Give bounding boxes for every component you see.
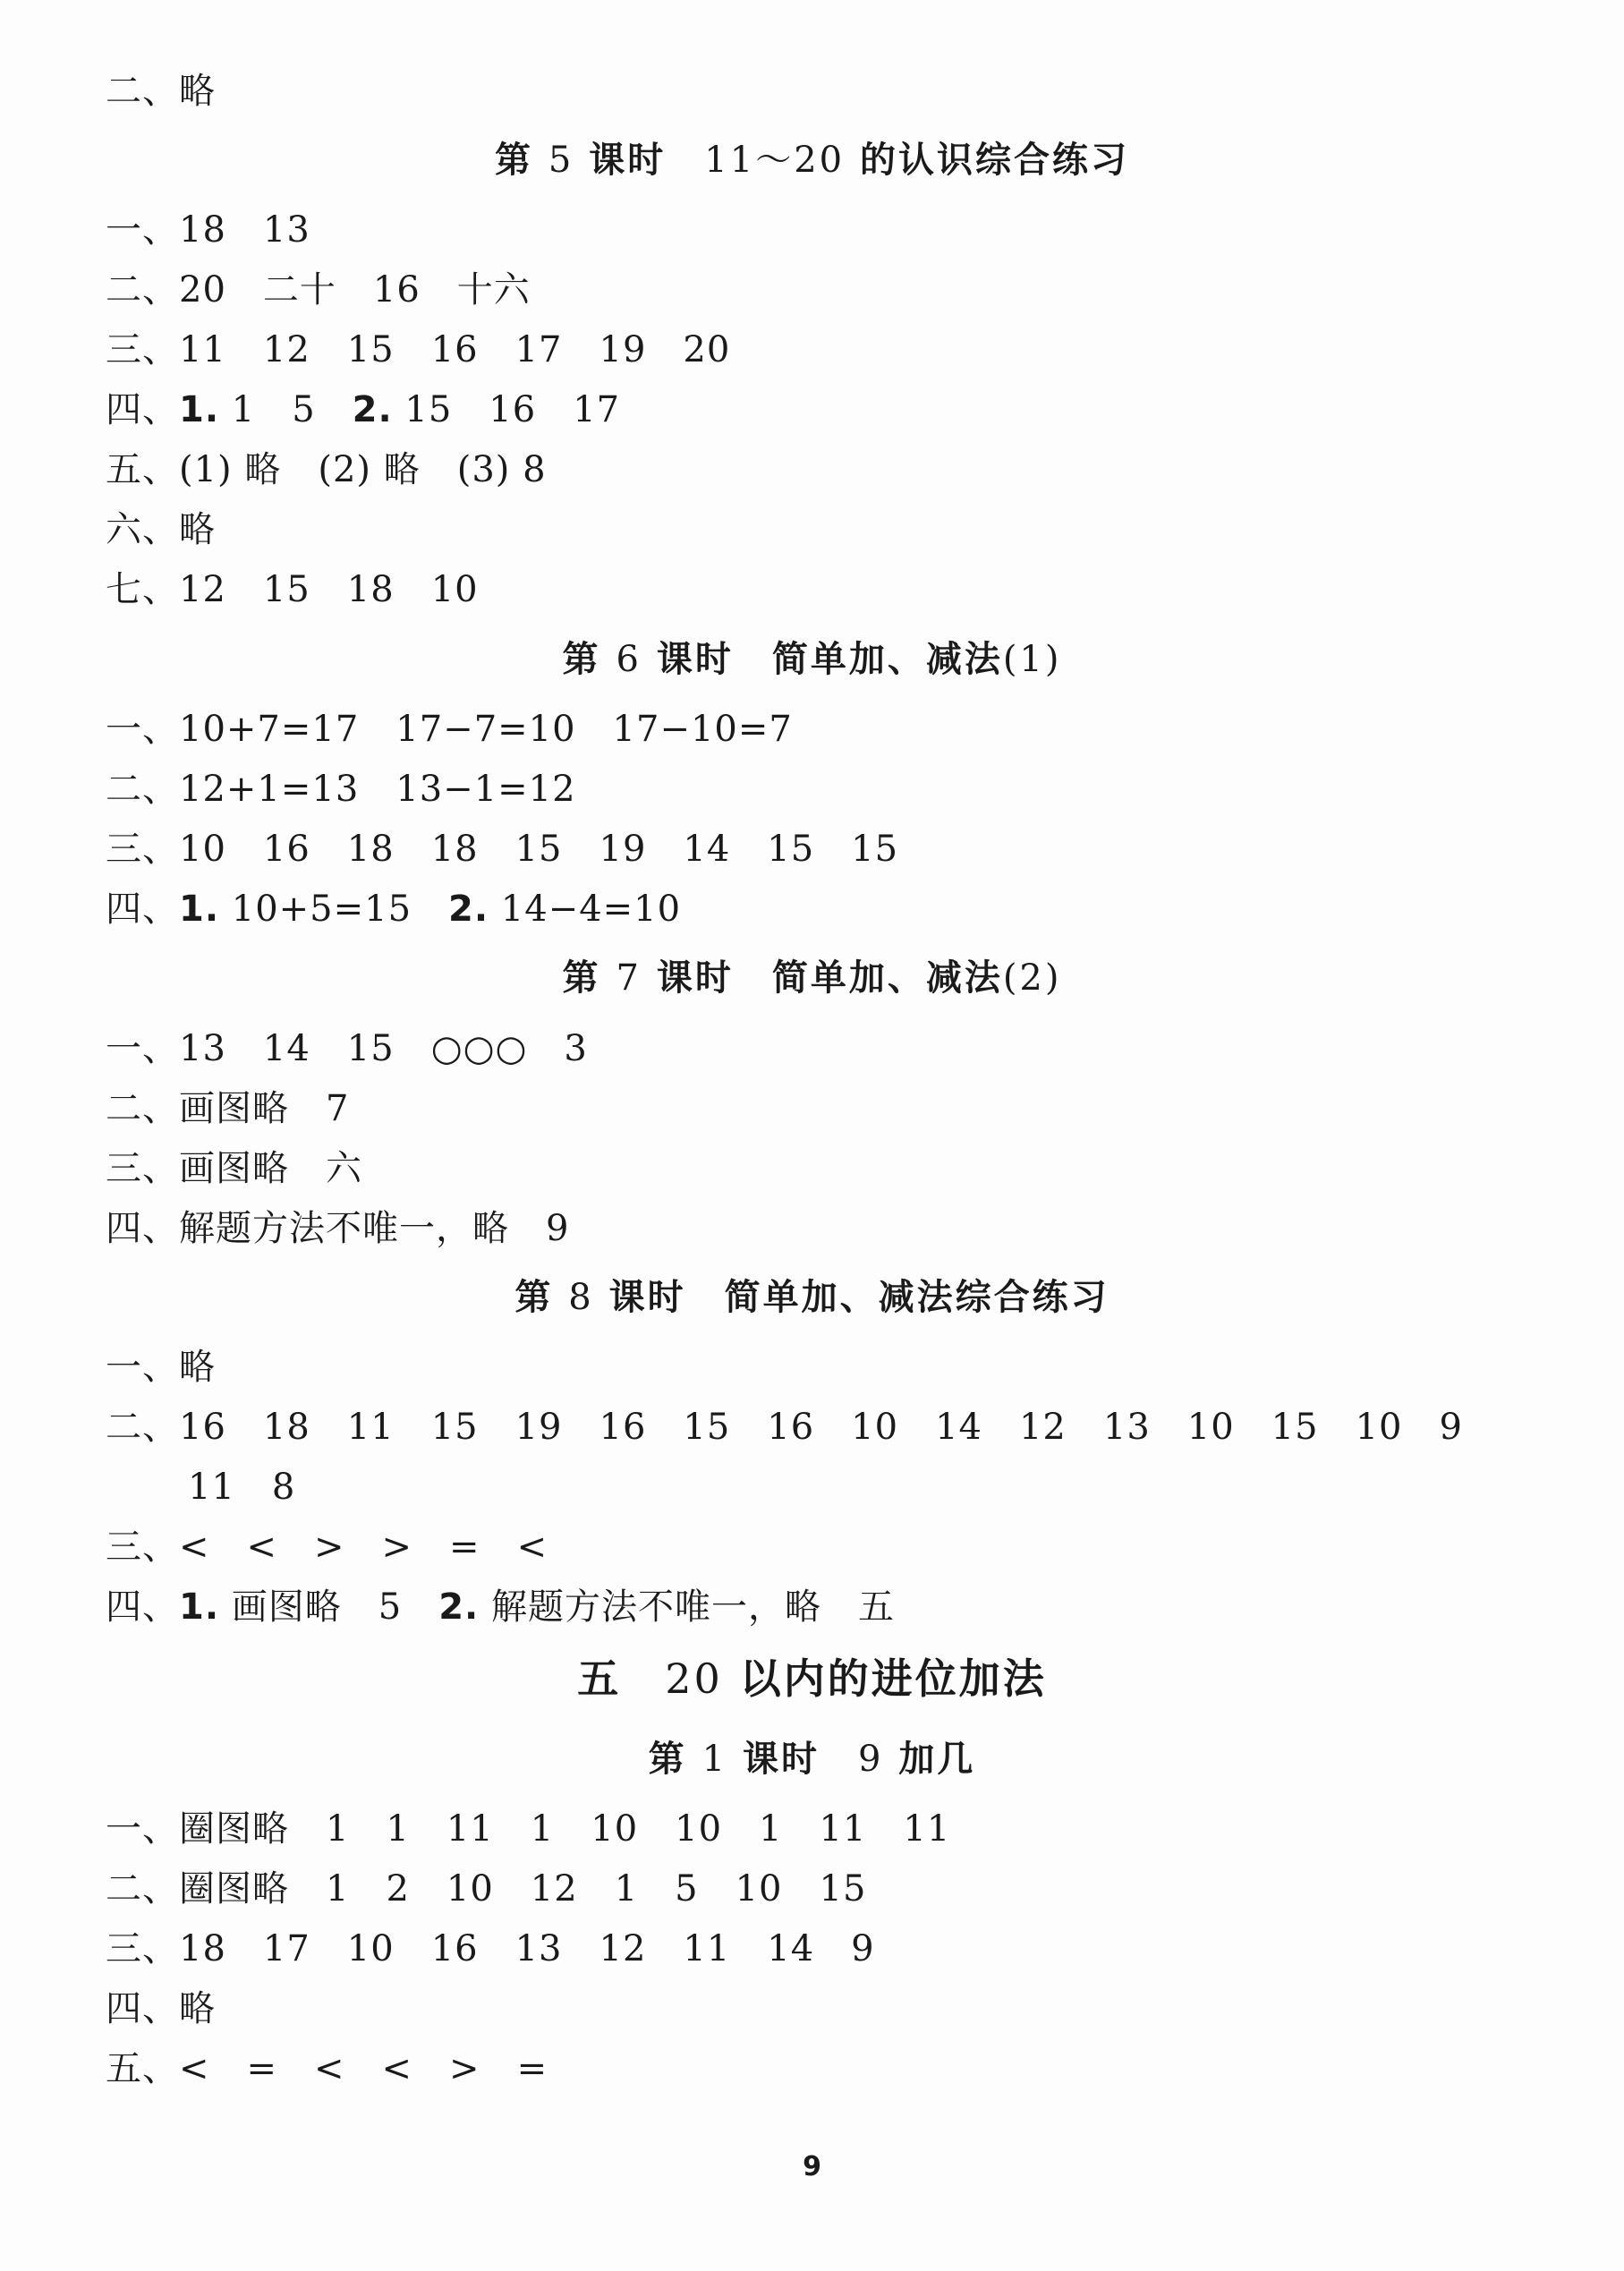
answer-line: 五、(1) 略 (2) 略 (3) 8 (106, 449, 547, 490)
answer-line: 一、10+7=17 17−7=10 17−10=7 (106, 709, 793, 750)
answer-line: 三、18 17 10 16 13 12 11 14 9 (106, 1928, 875, 1969)
answer-text: 15 16 17 (392, 389, 621, 430)
answer-text: 10+5=15 (219, 889, 449, 930)
unit-title-text: 以内的进位加法 (722, 1654, 1047, 1703)
heading-part: (1) (1002, 639, 1062, 680)
answer-line: 一、圈图略 1 1 11 1 10 10 1 11 11 (106, 1808, 951, 1850)
sub-number: 1. (179, 389, 220, 430)
lesson-5-heading (0, 138, 1624, 183)
lesson-8-heading (0, 1275, 1624, 1320)
answer-line: 一、13 14 15 ○○○ 3 (106, 1028, 588, 1069)
heading-text: 加几 (883, 1739, 976, 1780)
heading-number: 1 (701, 1739, 728, 1780)
page-number: 9 (803, 2151, 821, 2182)
heading-number: 8 (568, 1277, 594, 1318)
answer-line: 一、略 (106, 1347, 216, 1388)
item-label: 四、 (106, 889, 179, 930)
heading-text: 第 (514, 1277, 569, 1318)
lesson-7-heading (0, 956, 1624, 1000)
sub-number: 1. (179, 889, 220, 930)
heading-text: 的认识综合练习 (845, 140, 1130, 181)
heading-text: 课时 简单加、减法 (641, 639, 1003, 680)
heading-text: 课时 (574, 140, 705, 181)
answer-line: 三、10 16 18 18 15 19 14 15 15 (106, 829, 899, 870)
item-label: 四、 (106, 1586, 179, 1628)
heading-number: 6 (616, 639, 642, 680)
heading-text: 课时 简单加、减法 (641, 957, 1003, 999)
sub-number: 2. (448, 889, 489, 930)
answer-line: 二、16 18 11 15 19 16 15 16 10 14 12 13 10 15 10 9 (106, 1407, 1463, 1448)
answer-line: 六、略 (106, 509, 216, 550)
heading-text: 第 (494, 140, 548, 181)
answer-line: 三、11 12 15 16 17 19 20 (106, 329, 731, 370)
unit-5-title (0, 1654, 1624, 1704)
heading-text: 课时 简单加、减法综合练习 (593, 1277, 1110, 1318)
answer-text: 14−4=10 (489, 889, 682, 930)
heading-text: 第 (562, 957, 616, 999)
answer-line: 五、< = < < > = (106, 2048, 548, 2089)
answer-line-continued: 11 8 (188, 1467, 296, 1508)
heading-number: 7 (616, 957, 642, 999)
unit5-lesson-1-heading (0, 1737, 1624, 1782)
unit-title-text: 五 (577, 1654, 666, 1703)
answer-line: 四、略 (106, 1988, 216, 2029)
answer-line: 二、20 二十 16 十六 (106, 269, 531, 310)
lesson-6-heading (0, 637, 1624, 682)
answer-line: 三、< < > > = < (106, 1527, 548, 1568)
answer-text: 解题方法不唯一，略 五 (479, 1586, 895, 1628)
answer-line: 四、解题方法不唯一，略 9 (106, 1208, 570, 1249)
answer-line: 二、画图略 7 (106, 1088, 350, 1129)
heading-range: 11～20 (704, 140, 846, 181)
answer-text: 1 5 (219, 389, 353, 430)
sub-number: 2. (352, 389, 393, 430)
item-label: 四、 (106, 389, 179, 430)
heading-number: 9 (857, 1739, 884, 1780)
sub-number: 2. (438, 1586, 480, 1628)
answer-text: 画图略 5 (219, 1586, 439, 1628)
answer-line: 三、画图略 六 (106, 1148, 362, 1189)
heading-text: 课时 (727, 1739, 858, 1780)
answer-line (106, 388, 620, 431)
answer-line: 一、18 13 (106, 209, 310, 251)
unit-title-number: 20 (665, 1654, 723, 1703)
heading-text: 第 (562, 639, 616, 680)
answer-line: 二、略 (106, 71, 216, 112)
answer-line: 二、12+1=13 13−1=12 (106, 769, 576, 810)
answer-line (106, 888, 681, 931)
answer-line: 七、12 15 18 10 (106, 569, 479, 610)
heading-part: (2) (1002, 957, 1062, 999)
answer-line: 二、圈图略 1 2 10 12 1 5 10 15 (106, 1868, 867, 1910)
heading-text: 第 (648, 1739, 702, 1780)
sub-number: 1. (179, 1586, 220, 1628)
answer-line (106, 1586, 895, 1629)
heading-number: 5 (548, 140, 574, 181)
